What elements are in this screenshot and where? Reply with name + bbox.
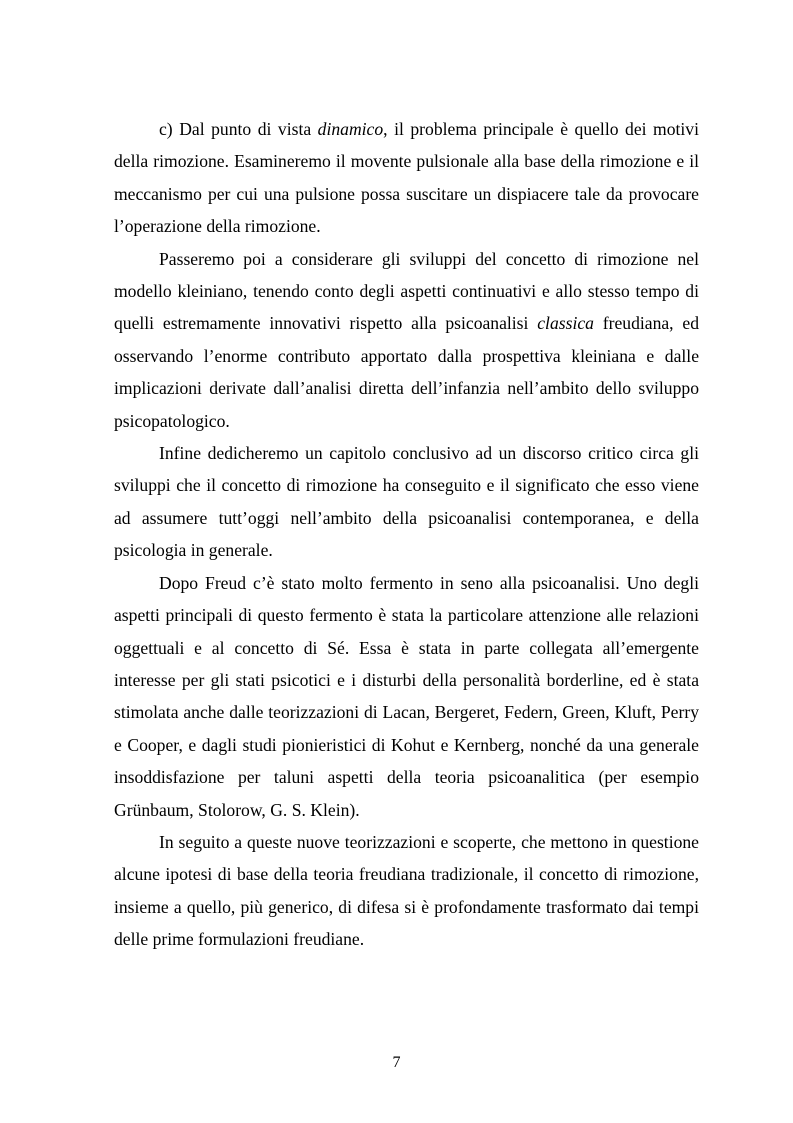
- text-run: Passeremo poi a considerare gli sviluppi del concetto di rimozione nel modello kleiniano, tenendo conto degli aspetti continuativi e allo stesso tempo di quelli estremamente innovativi rispetto alla psicoanalisi: [114, 248, 699, 334]
- text-run: , il problema principale è quello dei motivi della rimozione. Esamineremo il movente pulsionale alla base della rimozione e il meccanismo per cui una pulsione possa suscitare un dispiacere tale da provocare l’operazione della rimozione.: [114, 119, 699, 237]
- body-text: [114, 113, 699, 956]
- text-run: Infine dedicheremo un capitolo conclusivo ad un discorso critico circa gli sviluppi che il concetto di rimozione ha conseguito e il significato che esso viene ad assumere tutt’oggi nell’ambito della psicoanalisi contemporanea, e della psicologia in generale.: [114, 443, 699, 561]
- italic-text: classica: [537, 313, 594, 334]
- page-number: 7: [392, 1054, 401, 1071]
- text-run: freudiana, ed osservando l’enorme contributo apportato dalla prospettiva kleiniana e dalle implicazioni derivate dall’analisi diretta dell’infanzia nell’ambito dello sviluppo psicopatologico.: [114, 313, 699, 431]
- text-run: Dopo Freud c’è stato molto fermento in seno alla psicoanalisi. Uno degli aspetti principali di questo fermento è stata la particolare attenzione alle relazioni oggettuali e al concetto di Sé. Essa è stata in parte collegata all’emergente interesse per gli stati psicotici e i disturbi della personalità borderline, ed è stata stimolata anche dalle teorizzazioni di Lacan, Bergeret, Federn, Green, Kluft, Perry e Cooper, e dagli studi pionieristici di Kohut e Kernberg, nonché da una generale insoddisfazione per taluni aspetti della teoria psicoanalitica (per esempio Grünbaum, Stolorow, G. S. Klein).: [114, 572, 699, 820]
- paragraph: [114, 113, 699, 243]
- italic-text: dinamico: [317, 119, 384, 139]
- text-run: c) Dal punto di vista: [159, 119, 318, 139]
- paragraph: [114, 826, 699, 956]
- paragraph: [114, 437, 699, 567]
- text-run: In seguito a queste nuove teorizzazioni e scoperte, che mettono in questione alcune ipotesi di base della teoria freudiana tradizionale, il concetto di rimozione, insieme a quello, più generico, di difesa si è profondamente trasformato dai tempi delle prime formulazioni freudiane.: [114, 831, 699, 950]
- paragraph: [114, 243, 699, 437]
- paragraph: [114, 567, 699, 826]
